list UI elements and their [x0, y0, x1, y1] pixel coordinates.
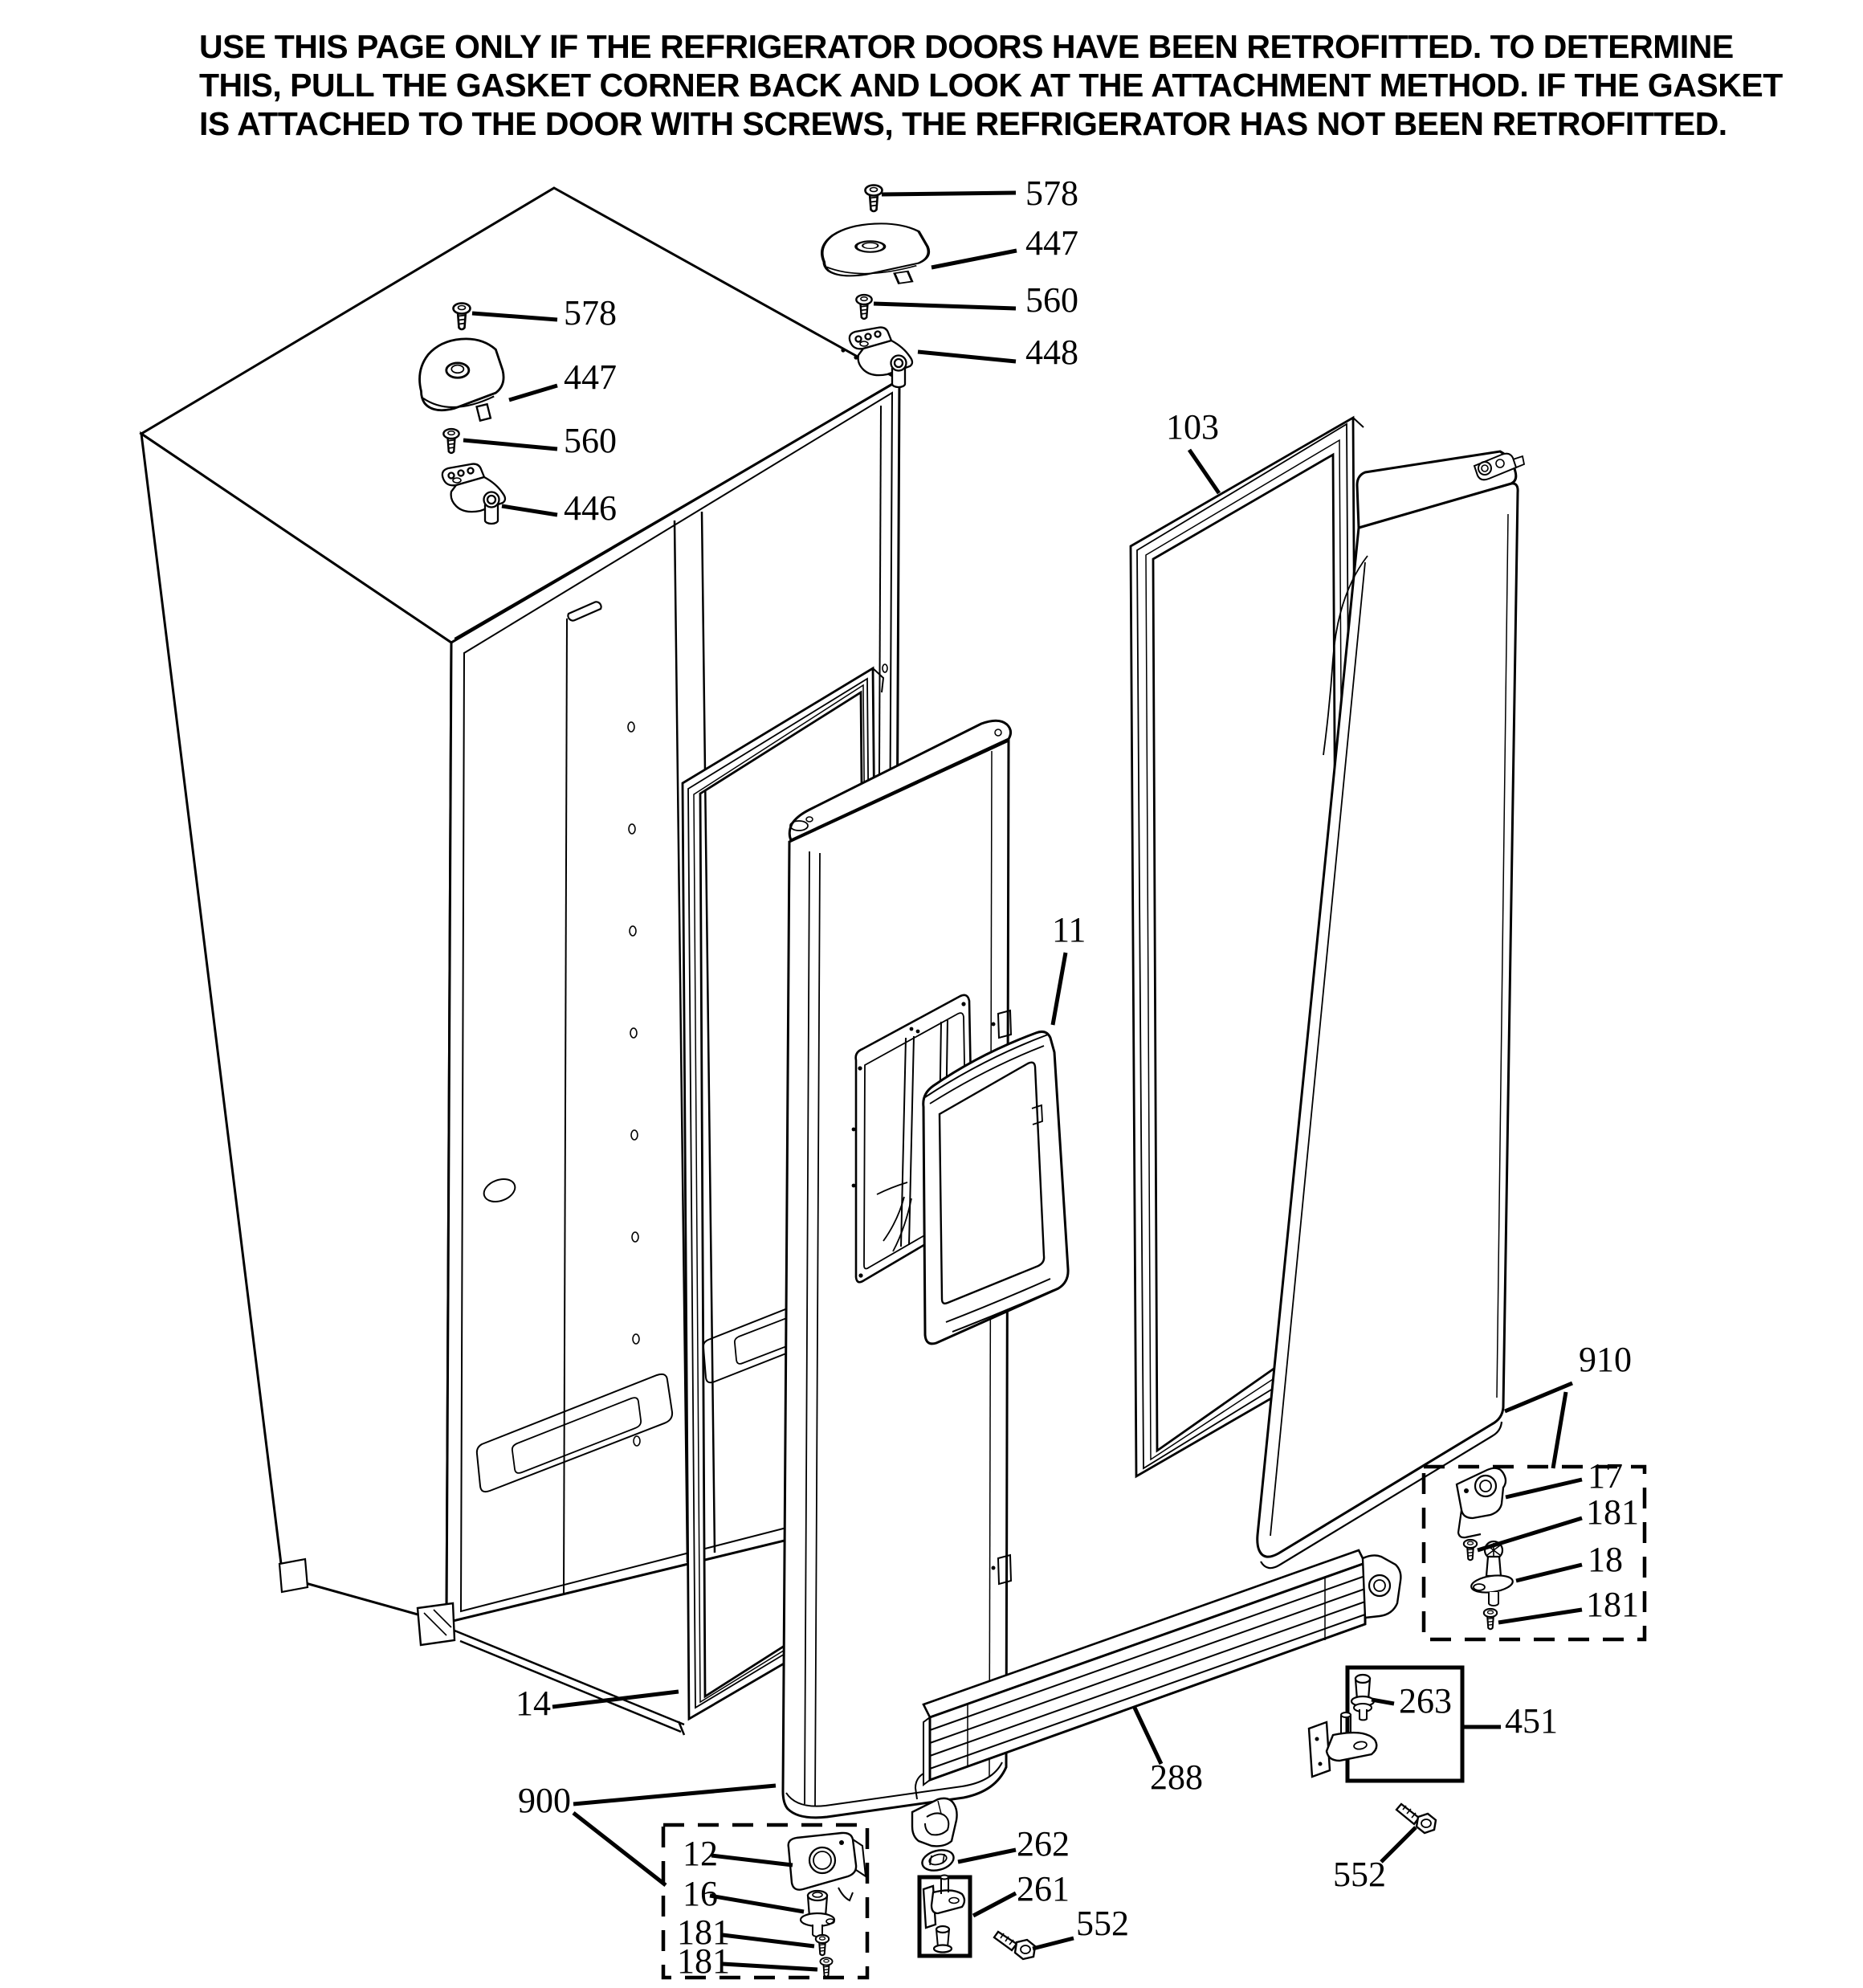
- bracket-17: [1457, 1468, 1506, 1537]
- bolt-552-center: [994, 1932, 1035, 1959]
- callout-263: 263: [1399, 1681, 1452, 1721]
- callout-560-left: 560: [564, 421, 617, 460]
- screw-181-c: [816, 1935, 829, 1955]
- freezer-door: [783, 720, 1068, 1818]
- screw-181-b: [1484, 1609, 1497, 1629]
- header-line-1: USE THIS PAGE ONLY IF THE REFRIGERATOR DOORS HAVE BEEN RETROFITTED. TO DETERMINE: [199, 28, 1734, 65]
- callout-447-left: 447: [564, 357, 617, 397]
- pin-263: [1351, 1675, 1374, 1720]
- callout-262: 262: [1017, 1824, 1070, 1863]
- callout-552-center: 552: [1076, 1904, 1129, 1943]
- callout-181-b: 181: [1586, 1585, 1639, 1624]
- bracket-451: [1309, 1712, 1376, 1777]
- callout-446: 446: [564, 488, 617, 528]
- hinge-cover-447-right: [822, 223, 929, 283]
- callout-16: 16: [683, 1874, 718, 1913]
- callout-448: 448: [1025, 333, 1078, 372]
- callout-552-right: 552: [1333, 1855, 1386, 1894]
- page-header: [199, 28, 1783, 142]
- bushing-16: [801, 1891, 834, 1937]
- callout-181-d: 181: [677, 1941, 730, 1981]
- callout-261: 261: [1017, 1869, 1070, 1908]
- header-line-3: IS ATTACHED TO THE DOOR WITH SCREWS, THE REFRIGERATOR HAS NOT BEEN RETROFITTED.: [199, 105, 1727, 142]
- screw-560-right: [856, 295, 871, 319]
- callout-103: 103: [1166, 407, 1219, 447]
- screw-181-a: [1464, 1540, 1477, 1560]
- callout-910: 910: [1579, 1340, 1632, 1379]
- callout-578-top: 578: [1025, 173, 1078, 213]
- callout-900: 900: [518, 1781, 571, 1820]
- callout-12: 12: [683, 1834, 718, 1873]
- callout-181-c: 181: [677, 1912, 730, 1952]
- callout-578-left: 578: [564, 293, 617, 333]
- pin-18: [1470, 1541, 1514, 1606]
- callout-560-top: 560: [1025, 280, 1078, 320]
- grille-bracket-261-box: [919, 1876, 970, 1957]
- fresh-food-door: [1258, 451, 1524, 1568]
- callout-11: 11: [1052, 910, 1086, 949]
- dispenser-trim-frame: [923, 1031, 1068, 1343]
- bracket-12: [789, 1833, 866, 1900]
- callout-447-top: 447: [1025, 223, 1078, 263]
- callout-451: 451: [1505, 1701, 1558, 1741]
- header-line-2: THIS, PULL THE GASKET CORNER BACK AND LOOK AT THE ATTACHMENT METHOD. IF THE GASKET: [199, 67, 1783, 104]
- callout-18: 18: [1588, 1540, 1623, 1579]
- callout-17: 17: [1588, 1456, 1623, 1496]
- callout-14: 14: [516, 1684, 551, 1723]
- grille-end-cap: [912, 1798, 957, 1847]
- callout-181-a: 181: [1586, 1492, 1639, 1532]
- callout-288: 288: [1150, 1757, 1203, 1797]
- grommet-262: [920, 1847, 956, 1874]
- screw-578-right: [866, 186, 883, 212]
- screw-181-d: [820, 1957, 832, 1976]
